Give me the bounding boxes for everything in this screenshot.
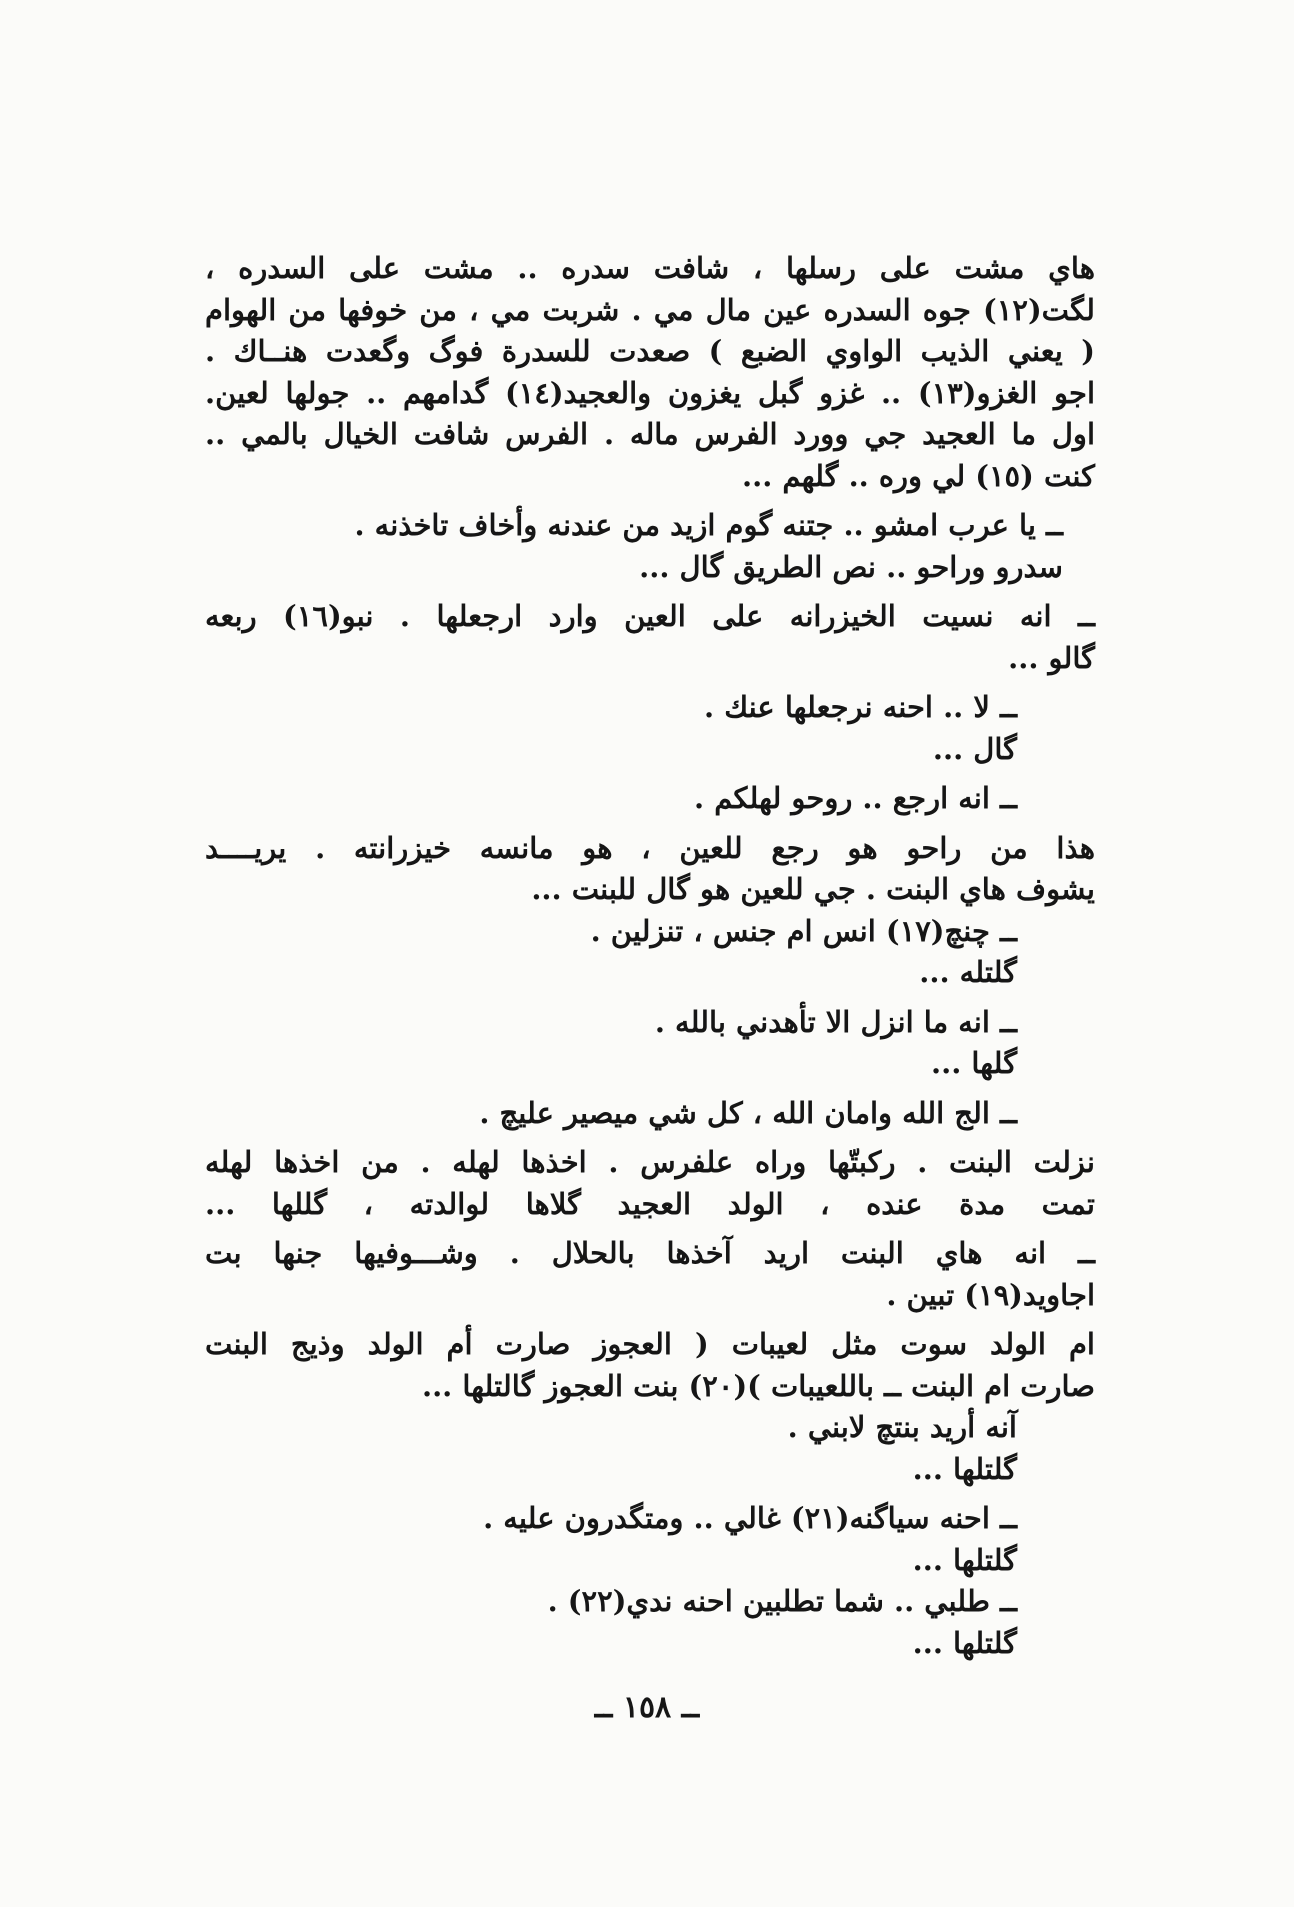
text-line: هذا من راحو هو رجع للعين ، هو مانسه خيزرانته . يريــــد [205, 830, 1095, 865]
text-line: آنه أريد بنتچ لابني . [787, 1410, 1017, 1444]
text-line: صارت ام البنت ــ باللعيبات )(٢٠) بنت العجوز گالتلها ... [421, 1368, 1095, 1403]
page-number: ــ ١٥٨ ــ [594, 1690, 700, 1725]
dialogue-line: ــ انه ما انزل الا تأهدني بالله . [654, 1004, 1017, 1039]
text-line: لگت(١٢) جوه السدره عين مال مي . شربت مي ، من خوفها من الهوام [205, 292, 1095, 327]
text-line: سدرو وراحو .. نص الطريق گال ... [639, 549, 1063, 584]
dialogue-line: ــ يا عرب امشو .. جتنه گوم ازيد من عندنه وأخاف تاخذنه . [354, 508, 1063, 542]
dialogue-line: ــ انه ارجع .. روحو لهلكم . [694, 781, 1017, 815]
text-line: تمت مدة عنده ، الولد العجيد گلاها لوالدته ، گللها ... [205, 1186, 1095, 1221]
text-line: گال ... [932, 731, 1017, 766]
text-line: هاي مشت على رسلها ، شافت سدره .. مشت على السدره ، [205, 251, 1095, 285]
text-line: گلتله ... [919, 955, 1017, 989]
text-line: اجاويد(١٩) تبين . [886, 1277, 1095, 1312]
dialogue-line: ــ الج الله وامان الله ، كل شي ميصير عليچ . [479, 1095, 1017, 1130]
dialogue-line: ــ لا .. احنه نرجعلها عنك . [704, 690, 1017, 724]
dialogue-line: ــ طلبي .. شما تطلبين احنه ندي(٢٢) . [547, 1584, 1017, 1618]
text-line: كنت (١٥) لي وره .. گلهم ... [742, 458, 1095, 493]
text-line: گلتلها ... [912, 1542, 1017, 1577]
dialogue-line: ــ انه نسيت الخيزرانه على العين وارد ارجعلها . نبو(١٦) ربعه [205, 599, 1095, 633]
body-text [205, 248, 1095, 1664]
text-line: گالو ... [1008, 640, 1095, 675]
text-line: اول ما العجيد جي وورد الفرس ماله . الفرس شافت الخيال بالمي .. [205, 417, 1095, 451]
text-line: اجو الغزو(١٣) .. غزو گبل يغزون والعجيد(١٤) گدامهم .. جولها لعين. [205, 375, 1096, 410]
dialogue-line: ــ چنچ(١٧) انس ام جنس ، تنزلين . [590, 913, 1017, 948]
text-line: يشوف هاي البنت . جي للعين هو گال للبنت ... [531, 872, 1095, 906]
text-line: گلها ... [931, 1046, 1017, 1080]
text-line: ( يعني الذيب الواوي الضبع ) صعدت للسدرة فوگ وگعدت هنــاك . [205, 334, 1095, 368]
text-line: ام الولد سوت مثل لعيبات ( العجوز صارت أم الولد وذيج البنت [205, 1327, 1095, 1361]
text-line: گلتلها ... [912, 1625, 1017, 1660]
text-line: گلتلها ... [912, 1451, 1017, 1486]
text-line: نزلت البنت . ركبتّها وراه علفرس . اخذها لهله . من اخذها لهله [205, 1145, 1095, 1179]
dialogue-line: ــ انه هاي البنت اريد آخذها بالحلال . وشـــوفيها جنها بت [205, 1236, 1095, 1270]
dialogue-line: ــ احنه سياگنه(٢١) غالي .. ومتگدرون عليه . [483, 1501, 1017, 1535]
